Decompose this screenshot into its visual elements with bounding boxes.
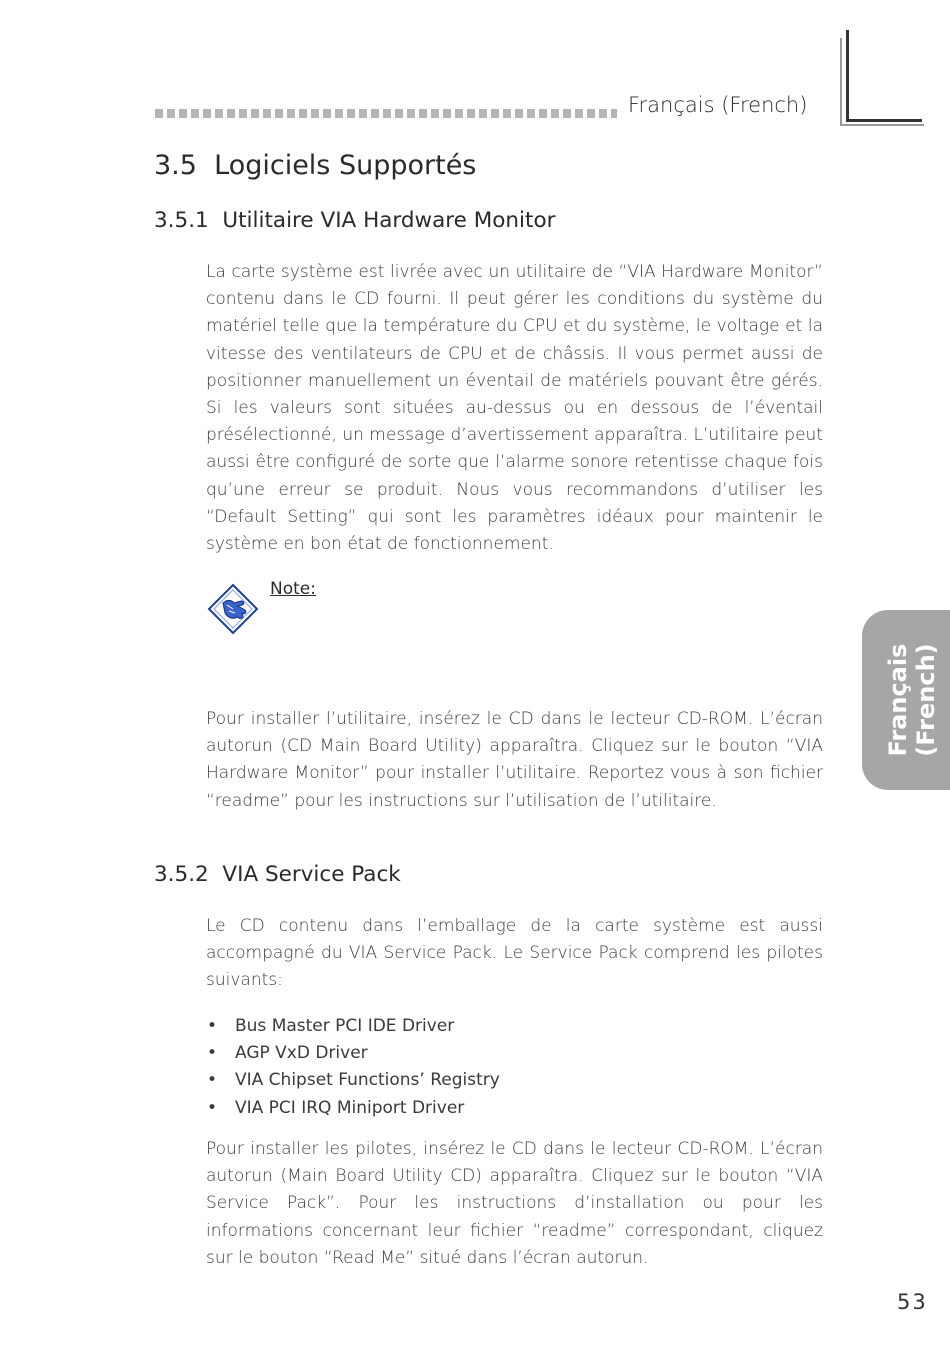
section-heading [154,150,476,181]
subsection-heading-2 [154,862,401,887]
subsection-title: VIA Service Pack [222,862,401,887]
hardware-monitor-install-instructions: Pour installer l’utilitaire, insérez le CD dans le lecteur CD-ROM. L’écran autorun (CD Main Board Utility) apparaîtra. Cliquez sur le bouton “VIA Hardware Monitor” pour installer l’utilitaire. Reportez vous à son fichier “readme” pour les instructions sur l’utilisation de l’utilitaire. [206,709,823,811]
list-item: • AGP VxD Driver [206,1040,500,1067]
note-label: Note: [270,579,316,599]
list-item: • Bus Master PCI IDE Driver [206,1013,500,1040]
corner-mark-horizontal [846,119,922,122]
section-title: Logiciels Supportés [214,150,477,181]
subsection-number: 3.5.2 [154,862,209,887]
list-item: • VIA Chipset Functions’ Registry [206,1067,500,1094]
corner-mark-vertical [846,30,849,122]
hardware-monitor-description: La carte système est livrée avec un utilitaire de “VIA Hardware Monitor” contenu dans le CD fourni. Il peut gérer les conditions du système du matériel telle que la température du CPU et du système, le voltage et la vitesse des ventilateurs de CPU et de châssis. Il vous permet aussi de positionner manuellement un éventail de matériels pouvant être gérés. Si les valeurs sont situées au-dessus ou en dessous de l’éventail présélectionné, un message d’avertissement apparaîtra. L’utilitaire peut aussi être configuré de sorte que l’alarme sonore retentisse chaque fois qu’une erreur se produit. Nous vous recommandons d’utiliser les “Default Setting” qui sont les paramètres idéaux pour maintenir le système en bon état de fonctionnement. [206,262,823,555]
driver-list [206,1013,500,1122]
subsection-title: Utilitaire VIA Hardware Monitor [222,208,556,233]
corner-mark-shadow-horizontal [840,124,924,126]
subsection-number: 3.5.1 [154,208,209,233]
note-hand-icon [207,583,259,635]
page-number: 53 [897,1290,928,1314]
header-language: Français (French) [628,93,808,117]
service-pack-install-instructions: Pour installer les pilotes, insérez le CD dans le lecteur CD-ROM. L’écran autorun (Main Board Utility CD) apparaîtra. Cliquez sur le bouton “VIA Service Pack”. Pour les instructions d’installation ou pour les informations concernant leur fichier “readme” correspondant, cliquez sur le bouton “Read Me” situé dans l’écran autorun. [206,1139,823,1268]
language-side-tab-label [884,643,940,756]
corner-mark-shadow-vertical [840,38,842,126]
side-tab-line1: Français [884,643,912,757]
service-pack-description: Le CD contenu dans l’emballage de la carte système est aussi accompagné du VIA Service Pack. Le Service Pack comprend les pilotes suivants: [206,916,823,991]
list-item: • VIA PCI IRQ Miniport Driver [206,1095,500,1122]
subsection-heading-1 [154,208,555,233]
side-tab-line2: (French) [912,643,940,757]
section-number: 3.5 [154,150,197,181]
header-dotted-rule [155,109,617,118]
